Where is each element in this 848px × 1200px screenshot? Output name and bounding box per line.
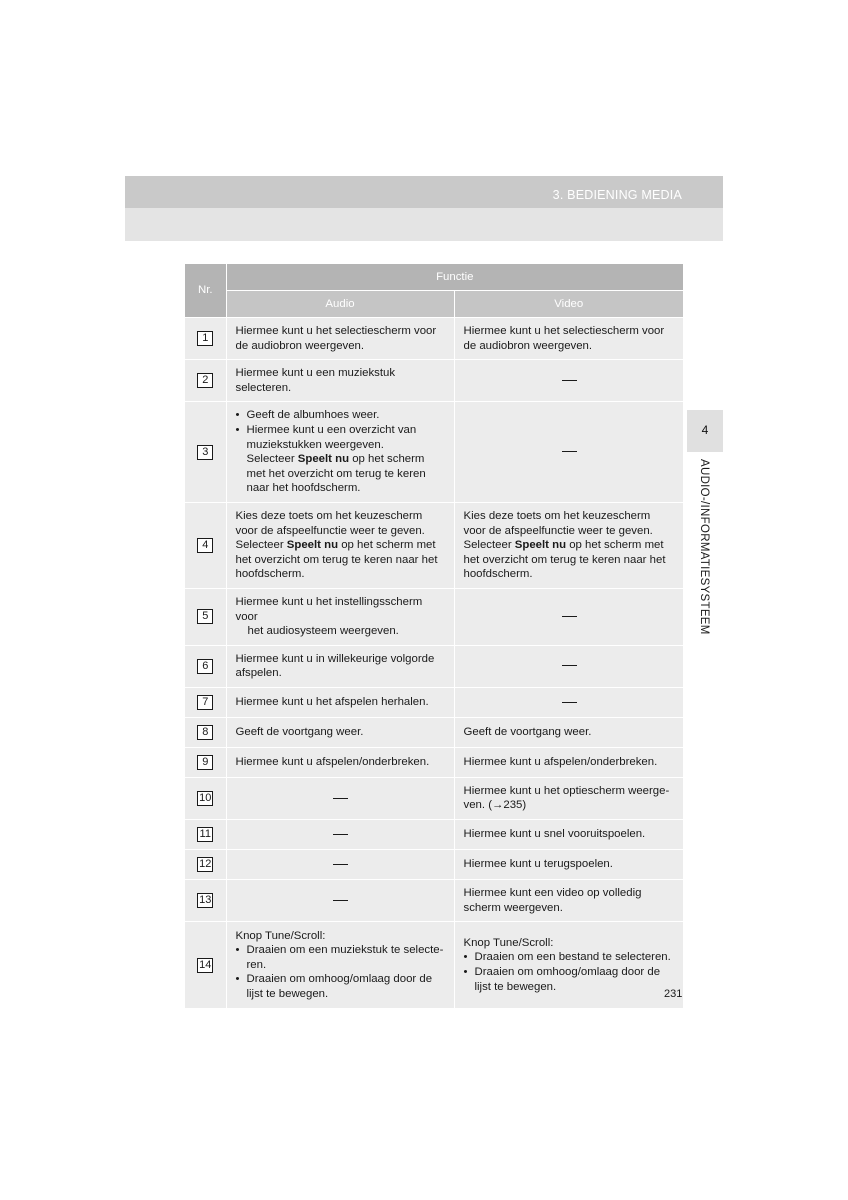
audio-cell: Hiermee kunt u het instellingsscherm voor het audiosysteem weergeven.: [226, 588, 454, 645]
bullet-text: Draaien om omhoog/omlaag door de lijst te bewegen.: [246, 973, 433, 1000]
table-row: [185, 318, 683, 360]
bullet-dot: •: [463, 966, 468, 978]
bullet-item: [236, 972, 446, 1001]
table-row: [185, 717, 683, 747]
table-row: [185, 687, 683, 717]
video-cell-empty: [454, 687, 683, 717]
audio-cell-empty: [226, 777, 454, 819]
dash-mark: [562, 702, 577, 703]
video-cell-empty: [454, 588, 683, 645]
audio-cell-empty: [226, 820, 454, 850]
table-row: [185, 850, 683, 880]
knob-title: Knop Tune/Scroll:: [463, 936, 554, 949]
header-subband: [125, 208, 723, 241]
chapter-side-label: AUDIO-/INFORMATIESYSTEEM: [698, 459, 710, 635]
table-row: [185, 588, 683, 645]
table-row: [185, 360, 683, 402]
row-number-box: 3: [197, 445, 213, 460]
video-cell: Hiermee kunt een video op volledig scherm weergeven.: [454, 880, 683, 922]
bullet-dot: •: [235, 944, 240, 957]
bullet-dot: •: [235, 423, 240, 436]
audio-cell: [226, 402, 454, 503]
table-row: [185, 747, 683, 777]
audio-cell-empty: [226, 850, 454, 880]
section-title: 3. BEDIENING MEDIA: [552, 188, 682, 202]
dash-mark: [562, 380, 577, 381]
video-cell-empty: [454, 645, 683, 687]
audio-cell: Hiermee kunt u in willekeurige volgorde afspelen.: [226, 645, 454, 687]
column-header-video: Video: [454, 291, 683, 318]
video-cell: Hiermee kunt u het selectiescherm voor de audiobron weergeven.: [454, 318, 683, 360]
table-row: [185, 922, 683, 1008]
table-row: [185, 820, 683, 850]
header-band: [125, 176, 723, 208]
video-cell: Hiermee kunt u terugspoelen.: [454, 850, 683, 880]
row-number-box: 2: [197, 373, 213, 388]
audio-cell: Geeft de voortgang weer.: [226, 717, 454, 747]
video-cell: Hiermee kunt u het optiescherm weerge-ven. (→235): [454, 777, 683, 819]
table-row: [185, 502, 683, 588]
audio-cell: Kies deze toets om het keuzescherm voor de afspeelfunctie weer te geven. Selecteer Speelt nu op het scherm met het overzicht om terug te keren naar het hoofdscherm.: [226, 502, 454, 588]
dash-mark: [333, 900, 348, 901]
bullet-text: Draaien om een muziekstuk te selecte-ren.: [246, 944, 444, 971]
row-number-box: 6: [197, 659, 213, 674]
row-number-box: 7: [197, 695, 213, 710]
bullet-item: [236, 408, 446, 423]
speelt-nu-term: Speelt nu: [297, 453, 350, 466]
bullet-item: [464, 950, 676, 965]
column-header-nr: Nr.: [185, 264, 226, 318]
audio-cell: Hiermee kunt u afspelen/onderbreken.: [226, 747, 454, 777]
video-cell: Geeft de voortgang weer.: [454, 717, 683, 747]
video-cell: Hiermee kunt u snel vooruitspoelen.: [454, 820, 683, 850]
function-table: [185, 264, 683, 1008]
video-cell-empty: [454, 402, 683, 503]
column-header-functie: Functie: [226, 264, 683, 291]
row-number-box: 10: [199, 791, 212, 804]
table-row: [185, 402, 683, 503]
chapter-number: 4: [701, 423, 709, 437]
table-row: [185, 777, 683, 819]
table-row: [185, 880, 683, 922]
row-number-box: 5: [197, 609, 213, 624]
bullet-text: Draaien om een bestand te selecteren.: [474, 951, 671, 964]
knob-title: Knop Tune/Scroll:: [235, 929, 326, 942]
row-number-box: 4: [197, 538, 213, 553]
bullet-dot: •: [463, 951, 468, 964]
dash-mark: [562, 451, 577, 452]
bullet-text: Hiermee kunt u een overzicht van muziekstukken weergeven.: [246, 423, 417, 451]
row-number-box: 13: [199, 894, 212, 907]
video-cell: [454, 922, 683, 1008]
dash-mark: [562, 665, 577, 666]
row-number-box: 8: [197, 725, 213, 740]
bullet-item: [236, 943, 446, 972]
bullet-item: [464, 965, 676, 994]
chapter-tab: [687, 410, 723, 452]
bullet-text: Geeft de albumhoes weer.: [246, 409, 380, 422]
dash-mark: [333, 864, 348, 865]
page-number: 231: [664, 988, 683, 1000]
bullet-item: [236, 423, 446, 452]
dash-mark: [333, 798, 348, 799]
speelt-nu-term: Speelt nu: [514, 539, 567, 552]
bullet-text: Draaien om omhoog/omlaag door de lijst te bewegen.: [474, 966, 661, 993]
dash-mark: [333, 834, 348, 835]
table-row: [185, 645, 683, 687]
audio-cell: Hiermee kunt u een muziekstuk selecteren.: [226, 360, 454, 402]
video-cell: Kies deze toets om het keuzescherm voor de afspeelfunctie weer te geven. Selecteer Speelt nu op het scherm met het overzicht om terug te keren naar het hoofdscherm.: [454, 502, 683, 588]
instruction-text: Selecteer Speelt nu op het scherm met het overzicht om terug te keren naar het hoofdscherm.: [246, 453, 426, 495]
row-number-box: 11: [197, 827, 213, 842]
bullet-dot: •: [235, 409, 240, 422]
dash-mark: [562, 616, 577, 617]
row-number-box: 14: [199, 958, 212, 971]
row-number-box: 12: [199, 858, 212, 871]
audio-cell: [226, 922, 454, 1008]
video-cell: Hiermee kunt u afspelen/onderbreken.: [454, 747, 683, 777]
audio-cell: Hiermee kunt u het afspelen herhalen.: [226, 687, 454, 717]
audio-cell-empty: [226, 880, 454, 922]
row-number-box: 1: [197, 331, 213, 346]
speelt-nu-term: Speelt nu: [286, 539, 339, 552]
bullet-dot: •: [235, 973, 240, 986]
audio-cell: Hiermee kunt u het selectiescherm voor de audiobron weergeven.: [226, 318, 454, 360]
row-number-box: 9: [197, 755, 213, 770]
video-cell-empty: [454, 360, 683, 402]
column-header-audio: Audio: [226, 291, 454, 318]
